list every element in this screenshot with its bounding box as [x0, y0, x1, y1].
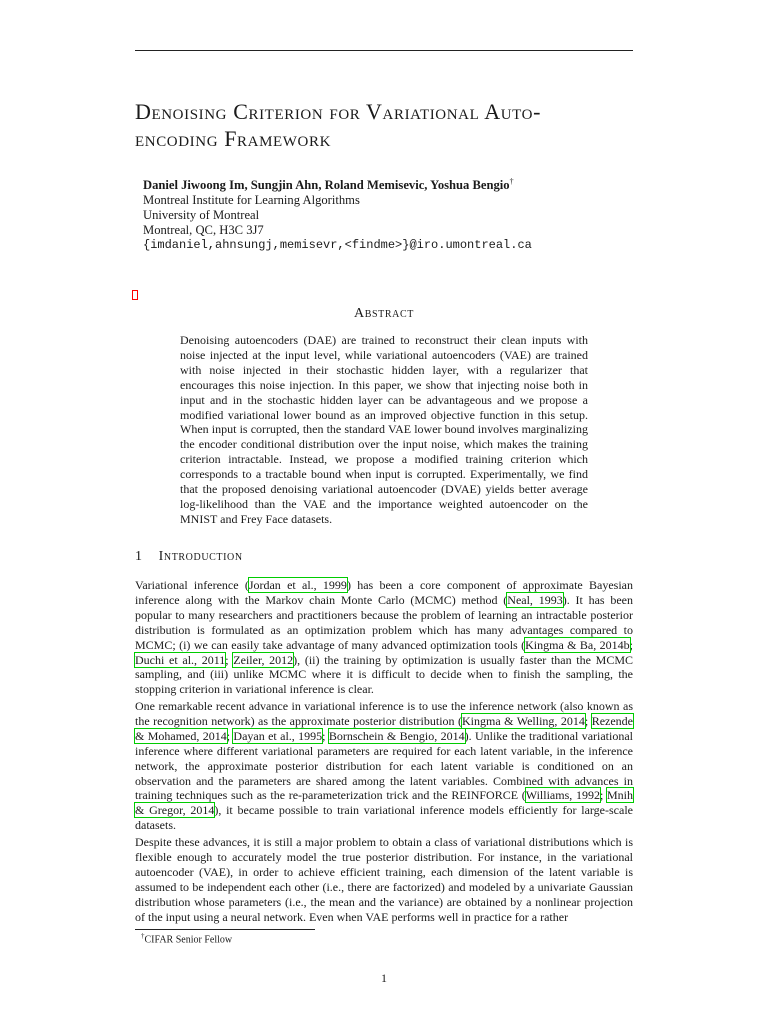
- text-run: ;: [584, 713, 592, 728]
- footnote: [141, 932, 232, 945]
- footnote-mark: †: [141, 932, 145, 940]
- author-names: [143, 174, 633, 193]
- citation-link[interactable]: Kingma & Ba, 2014b: [525, 637, 630, 652]
- text-run: ;: [629, 637, 633, 652]
- citation-link[interactable]: Jordan et al., 1999: [248, 578, 347, 592]
- footnote-text: CIFAR Senior Fellow: [144, 934, 233, 946]
- section-number: 1: [135, 549, 143, 564]
- intro-paragraph-3: Despite these advances, it is still a major problem to obtain a class of variational distributions which is flexible enough to accurately model the true posterior distribution. For instance, in the variational autoencoder (VAE), in order to achieve efficient training, each dimension of the latent variable is assumed to be independent each other (i.e., there are factorized) and modeled by a univariate Gaussian distribution whose parameters (i.e., the mean and the variance) are obtained by a nonlinear projection of the input using a neural network. Even when VAE performs well in practice for a rather: [135, 835, 633, 924]
- text-run: ;: [225, 652, 234, 667]
- citation-link[interactable]: Williams, 1992: [525, 788, 600, 803]
- top-rule: [135, 50, 633, 51]
- author-block: [143, 174, 633, 253]
- text-run: ;: [322, 728, 329, 743]
- email-list: {imdaniel,ahnsungj,memisevr,<findme>}@iro.umontreal.ca: [143, 238, 532, 253]
- dagger-mark: †: [509, 177, 514, 186]
- title-line-1: Denoising Criterion for Variational Auto-: [135, 99, 542, 124]
- text-run: ), it became possible to train variational inference models efficiently for large-scale datasets.: [135, 803, 633, 833]
- text-run: ). It has been popular to many researchers and practitioners because the problem of learning an intractable posterior distribution is formulated as an optimization problem which has many advantages compared to MCMC; (i) we can easily take advantage of many advanced optimization tools (: [135, 592, 633, 652]
- affiliation-1: Montreal Institute for Learning Algorithms: [143, 193, 360, 208]
- citation-link[interactable]: Rezende & Mohamed, 2014: [135, 713, 633, 743]
- text-run: Variational inference (: [135, 578, 249, 592]
- abstract-body: Denoising autoencoders (DAE) are trained to reconstruct their clean inputs with noise injected at the input level, while variational autoencoders (VAE) are trained with noise injected in their stochastic hidden layer, with a regularizer that encourages this noise injection. In this paper, we show that injecting noise both in input and in the stochastic hidden layer can be advantageous and we propose a modified variational lower bound as an improved objective function in this setup. When input is corrupted, then the standard VAE lower bound involves marginalizing the encoder conditional distribution over the input noise, which makes the training criterion intractable. Instead, we propose a modified training criterion which corresponds to a tractable bound when input is corrupted. Experimentally, we find that the proposed denoising variational autoencoder (DVAE) yields better average log-likelihood than the VAE and the importance weighted autoencoder on the MNIST and Frey Face datasets.: [180, 333, 588, 526]
- author-names-text: Daniel Jiwoong Im, Sungjin Ahn, Roland Memisevic, Yoshua Bengio: [143, 178, 510, 193]
- abstract-heading: Abstract: [354, 306, 414, 321]
- citation-link[interactable]: Neal, 1993: [507, 592, 563, 607]
- citation-link[interactable]: Dayan et al., 1995: [233, 728, 323, 743]
- citation-link[interactable]: Zeiler, 2012: [233, 652, 294, 667]
- text-run: ). Unlike the traditional variational inference where different variational parameters are required for each latent variable, in the inference network, the approximate posterior distribution for each latent variable is conditioned on an observation and the parameters are shared among the latent variables. Combined with advances in training techniques such as the re-parameterization trick and the REINFORCE (: [135, 728, 634, 803]
- page-number: 1: [381, 971, 387, 985]
- section-title: Introduction: [158, 549, 243, 564]
- section-heading-introduction: [135, 549, 243, 565]
- citation-link[interactable]: Bornschein & Bengio, 2014: [328, 728, 465, 743]
- address: Montreal, QC, H3C 3J7: [143, 223, 264, 238]
- annotation-marker: [132, 290, 138, 300]
- text-run: ), (ii) the training by optimization is usually faster than the MCMC sampling, and (iii) unlike MCMC where it is difficult to decide when to finish the sampling, the stopping criterion in variational inference is clear.: [135, 652, 633, 697]
- citation-link[interactable]: Mnih & Gregor, 2014: [135, 788, 633, 818]
- text-run: ;: [599, 788, 607, 803]
- text-run: ;: [226, 728, 234, 743]
- citation-link[interactable]: Duchi et al., 2011: [135, 652, 226, 667]
- paper-title: [135, 98, 635, 152]
- text-run: One remarkable recent advance in variational inference is to use the inference network (also known as the recognition network) as the approximate posterior distribution (: [135, 699, 633, 728]
- title-line-2: encoding Framework: [135, 126, 332, 151]
- intro-paragraph-2: [135, 699, 633, 833]
- text-run: ) has been a core component of approximate Bayesian inference along with the Markov chain Monte Carlo (MCMC) method (: [135, 578, 633, 607]
- intro-paragraph-1: [135, 578, 633, 697]
- affiliation-2: University of Montreal: [143, 208, 260, 223]
- footnote-rule: [135, 929, 315, 930]
- citation-link[interactable]: Kingma & Welling, 2014: [462, 713, 585, 728]
